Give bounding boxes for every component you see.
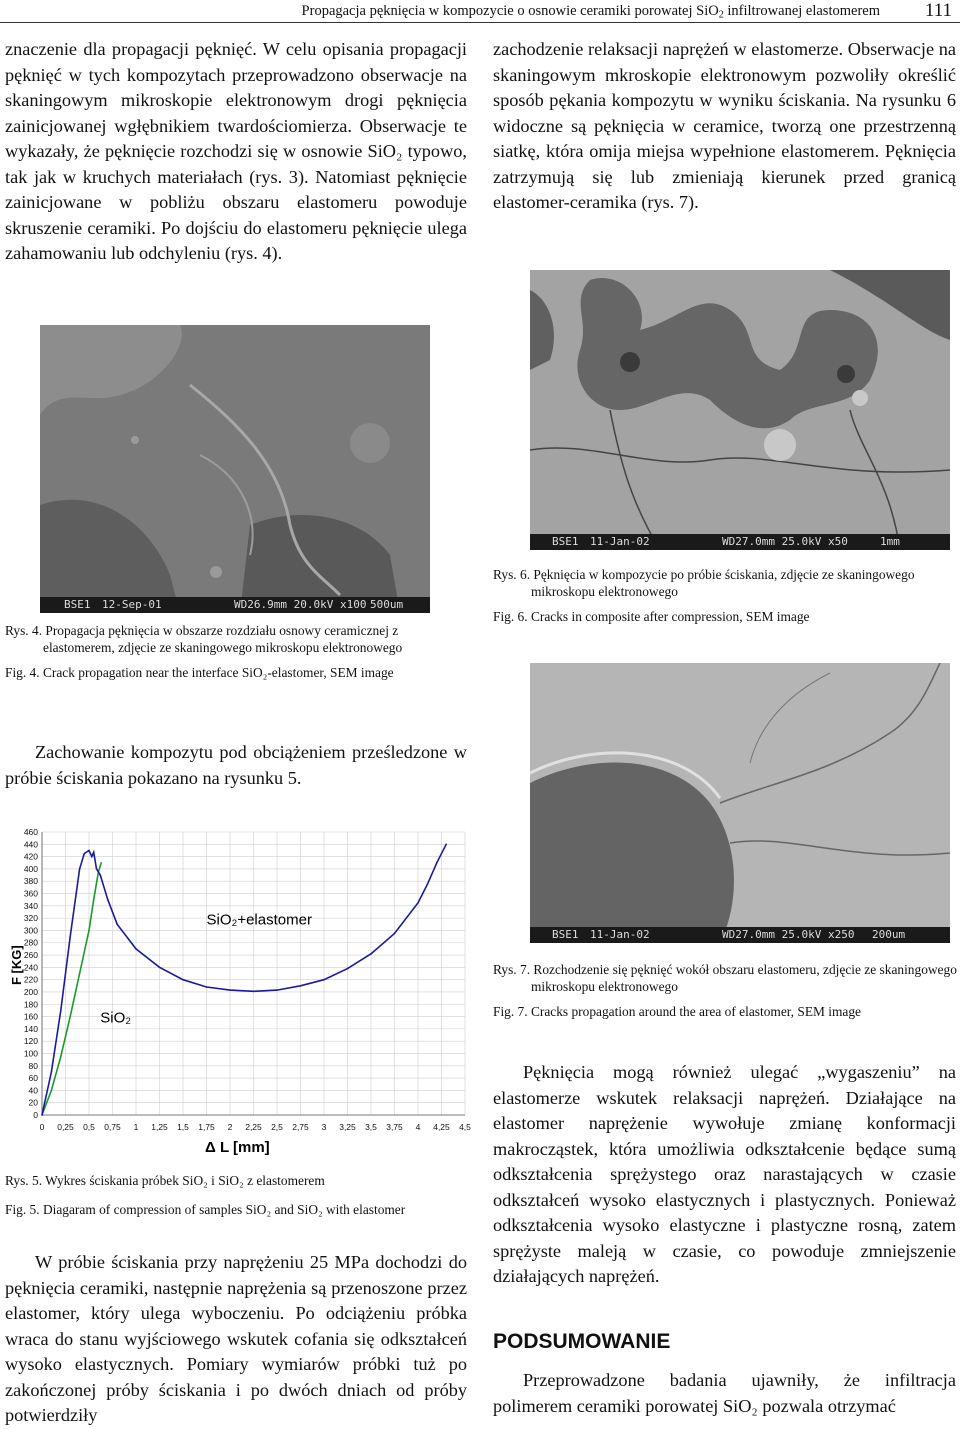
series-point-1 — [93, 852, 95, 854]
compression-chart — [0, 820, 475, 1160]
y-tick-labels — [24, 827, 38, 1120]
y-axis-label: F [KG] — [9, 945, 24, 985]
series-point-1 — [96, 868, 98, 870]
y-tick-label: 20 — [28, 1097, 38, 1108]
fig7-sem-databar: BSE1 11-Jan-02 WD27.0mm 25.0kV x250 200um — [530, 927, 950, 943]
fig7-sem-image — [530, 663, 950, 943]
series-point-1 — [370, 953, 372, 955]
x-tick-label: 0,5 — [83, 1122, 95, 1132]
series-point-1 — [41, 1114, 43, 1116]
series-point-0 — [88, 930, 90, 932]
x-tick-label: 4 — [415, 1122, 421, 1132]
series-point-1 — [417, 902, 419, 904]
x-tick-label: 3,5 — [365, 1122, 377, 1132]
header-rule — [0, 22, 960, 23]
series-point-1 — [60, 1010, 62, 1012]
fig4-sem-image — [40, 325, 430, 613]
series-point-0 — [60, 1056, 62, 1058]
y-tick-label: 100 — [23, 1048, 38, 1059]
series-point-1 — [253, 991, 255, 993]
y-tick-label: 400 — [23, 863, 38, 874]
y-tick-label: 300 — [23, 925, 38, 936]
series-point-1 — [159, 967, 161, 969]
series-point-0 — [93, 899, 95, 901]
series-point-1 — [91, 856, 93, 858]
y-tick-label: 180 — [23, 999, 38, 1010]
y-tick-label: 240 — [23, 962, 38, 973]
right-paragraph-3: Przeprowadzone badania ujawniły, że infiltracja polimerem ceramiki porowatej SiO₂ pozwala otrzymać — [493, 1370, 956, 1416]
x-tick-label: 0,75 — [104, 1122, 121, 1132]
series-point-1 — [69, 936, 71, 938]
y-tick-label: 220 — [23, 974, 38, 985]
series-point-1 — [182, 979, 184, 981]
y-tick-label: 360 — [23, 888, 38, 899]
fig4-sem-texture — [40, 325, 430, 613]
series-point-1 — [107, 899, 109, 901]
y-tick-label: 260 — [23, 950, 38, 961]
y-tick-label: 40 — [28, 1085, 38, 1096]
fig6-sem-image — [530, 270, 950, 550]
y-tick-label: 80 — [28, 1060, 38, 1071]
series-point-1 — [99, 874, 101, 876]
fig7-sem-texture — [530, 663, 950, 943]
fig5-chart — [0, 820, 475, 1160]
running-header — [0, 0, 960, 22]
y-tick-label: 320 — [23, 913, 38, 924]
x-tick-label: 1,25 — [151, 1122, 168, 1132]
series-point-1 — [116, 923, 118, 925]
x-tick-label: 0,25 — [57, 1122, 74, 1132]
series-point-1 — [427, 883, 429, 885]
left-paragraph-3: W próbie ściskania przy naprężeniu 25 MPa dochodzi do pęknięcia ceramiki, następnie naprężenia są przenoszone przez elastomer, który ulega wyboczeniu. Po odciążeniu próbka wraca do stanu wyjściowego wskutek cofania się odkształceń wysoko elastycznych. Pomiary wymiarów próbki tuż po zakończonej próby ściskania i po dwóch dniach od próby potwierdziły — [5, 1252, 467, 1425]
x-tick-label: 2,25 — [245, 1122, 262, 1132]
x-tick-label: 1 — [133, 1122, 139, 1132]
series-point-1 — [51, 1071, 53, 1073]
series-point-1 — [445, 844, 447, 846]
chart-grid — [42, 832, 465, 1115]
page-number: 111 — [924, 0, 952, 21]
series-point-1 — [79, 868, 81, 870]
left-paragraph-2: Zachowanie kompozytu pod obciążeniem prześledzone w próbie ściskania pokazano na rysunku 5. — [5, 742, 467, 788]
series-point-1 — [229, 989, 231, 991]
fig7-caption: Rys. 7. Rozchodzenie się pęknięć wokół obszaru elastomeru, zdjęcie ze skaningowego mikroskopu elektronowego Fig. 7. Cracks propagation around the area of elastomer, SEM image — [493, 962, 957, 1019]
y-tick-label: 280 — [23, 937, 38, 948]
fig6-sem-databar: BSE1 11-Jan-02 WD27.0mm 25.0kV x50 1mm — [530, 534, 950, 550]
y-tick-label: 140 — [23, 1023, 38, 1034]
series-point-1 — [300, 985, 302, 987]
y-tick-label: 60 — [28, 1073, 38, 1084]
series-point-1 — [323, 979, 325, 981]
series-point-1 — [206, 986, 208, 988]
y-tick-label: 340 — [23, 900, 38, 911]
series-point-1 — [84, 853, 86, 855]
x-tick-label: 3 — [321, 1122, 327, 1132]
series-point-1 — [394, 933, 396, 935]
right-paragraph-2: Pęknięcia mogą również ulegać „wygaszeniu” na elastomerze wskutek relaksacji naprężeń. Działające na elastomer naprężenie wywołuje zmianę konformacji makrocząstek, która umożliwia odkształcenie będące sumą odkształcenia sprężystego oraz narastających w czasie odkształceń wysoko elastycznych i plastycznych. Ponieważ odkształcenia wysoko elastyczne i plastyczne rosną, zatem sprężyste maleją w czasie, co powoduje zmniejszenie działających naprężeń. — [493, 1062, 956, 1286]
y-tick-label: 380 — [23, 876, 38, 887]
fig4-caption: Rys. 4. Propagacja pęknięcia w obszarze rozdziału osnowy ceramicznej z elastomerem, zdjęcie ze skaningowego mikroskopu elektronowego Fig. 4. Crack propagation near the interface SiO₂-elastomer, SEM image — [5, 623, 403, 680]
x-axis-label: Δ L [mm] — [205, 1139, 270, 1156]
series-label-sio2-elastomer: SiO₂+elastomer — [206, 911, 312, 929]
fig6-sem-texture — [530, 270, 950, 550]
y-tick-label: 440 — [23, 839, 38, 850]
fig6-caption: Rys. 6. Pęknięcia w kompozycie po próbie ściskania, zdjęcie ze skaningowego mikroskopu elektronowego Fig. 6. Cracks in composite after compression, SEM image — [493, 567, 915, 624]
y-tick-label: 120 — [23, 1036, 38, 1047]
x-tick-label: 2,5 — [271, 1122, 283, 1132]
series-point-1 — [88, 850, 90, 852]
x-tick-label: 1,75 — [198, 1122, 215, 1132]
series-point-0 — [100, 862, 102, 864]
x-tick-label: 4,25 — [433, 1122, 450, 1132]
x-tick-label: 0 — [39, 1122, 45, 1132]
series-point-1 — [436, 862, 438, 864]
y-tick-label: 160 — [23, 1011, 38, 1022]
series-point-0 — [79, 973, 81, 975]
x-tick-label: 1,5 — [177, 1122, 189, 1132]
series-point-1 — [276, 989, 278, 991]
x-tick-label: 2 — [227, 1122, 233, 1132]
running-title: Propagacja pęknięcia w kompozycie o osnowie ceramiki porowatej SiO$_2$ infiltrowanej elastomerem — [301, 3, 880, 21]
x-tick-label: 4,5 — [459, 1122, 471, 1132]
section-title-podsumowanie: PODSUMOWANIE — [493, 1330, 671, 1353]
y-tick-label: 460 — [23, 827, 38, 837]
series-point-1 — [347, 968, 349, 970]
left-paragraph-1: znaczenie dla propagacji pęknięć. W celu opisania propagacji pęknięć w tych kompozytach przeprowadzono obserwacje na skaningowym mikroskopie elektronowym drogi pęknięcia zainicjowanej wgłębnikiem twardościomierza. Obserwacje te wykazały, że pęknięcie rozchodzi się w osnowie SiO₂ typowo, tak jak w kruchych materiałach (rys. 3). Natomiast pęknięcie zainicjowane w pobliżu obszaru elastomeru powoduje skruszenie ceramiki. Po dojściu do elastomeru pęknięcie ulega zahamowaniu lub odchyleniu (rys. 4). — [5, 39, 467, 263]
x-tick-label: 2,75 — [292, 1122, 309, 1132]
fig4-sem-databar: BSE1 12-Sep-01 WD26.9mm 20.0kV x100 500um — [40, 597, 430, 613]
series-point-0 — [51, 1090, 53, 1092]
y-tick-label: 420 — [23, 851, 38, 862]
right-paragraph-1: zachodzenie relaksacji naprężeń w elastomerze. Obserwacje na skaningowym mkroskopie elektronowym pozwoliły określić sposób pękania kompozytu w wyniku ściskania. Na rysunku 6 widoczne są pęknięcia w ceramice, tworzą one przestrzenną siatkę, która omija miejsa wypełnione elastomerem. Pęknięcia zatrzymują się lub zmieniają kierunek przed granicą elastomer-ceramika (rys. 7). — [493, 39, 956, 212]
y-tick-label: 0 — [33, 1110, 38, 1120]
series-label-sio2: SiO₂ — [100, 1009, 132, 1027]
x-tick-label: 3,75 — [386, 1122, 403, 1132]
x-tick-label: 3,25 — [339, 1122, 356, 1132]
x-tick-labels — [40, 1122, 472, 1132]
series-point-0 — [69, 1016, 71, 1018]
fig5-caption: Rys. 5. Wykres ściskania próbek SiO₂ i SiO₂ z elastomerem Fig. 5. Diagaram of compression of samples SiO₂ and SiO₂ with elastomer — [5, 1173, 406, 1217]
y-tick-label: 200 — [23, 986, 38, 997]
series-point-1 — [135, 948, 137, 950]
